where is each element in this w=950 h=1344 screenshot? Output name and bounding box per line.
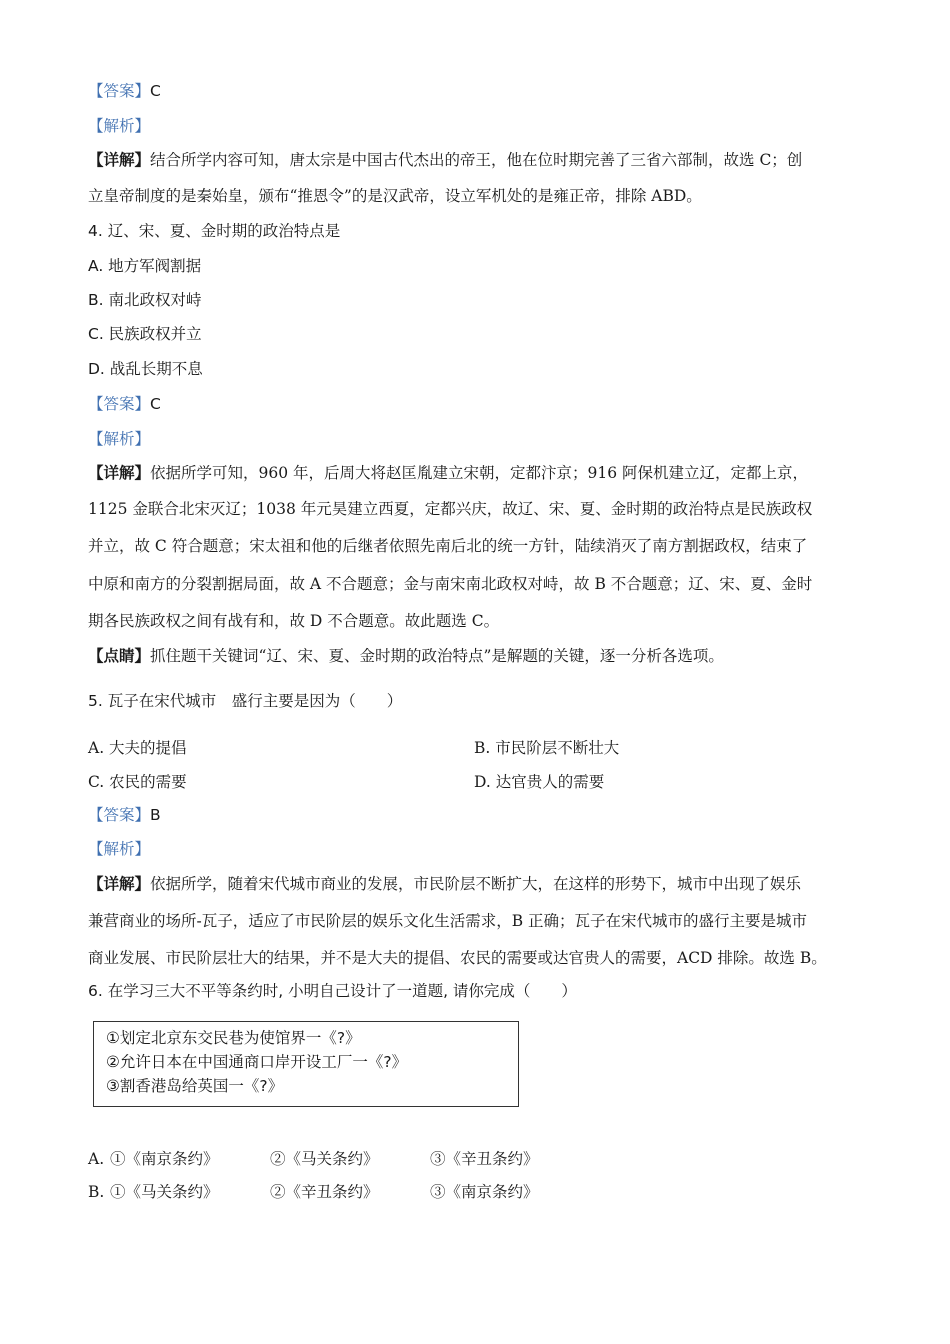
q3-analysis-tag: 【解析】 [88,117,151,135]
answer-tag: 【答案】 [88,82,151,100]
q4-detail-line-3: 并立，故 C 符合题意；宋太祖和他的后继者依照先南后北的统一方针，陆续消灭了南方割据政权，结束了 [88,537,808,555]
q6-option-a-col1: ①《南京条约》 [110,1150,219,1168]
q5-detail-line-1: 【详解】依据所学，随着宋代城市商业的发展，市民阶层不断扩大，在这样的形势下，城市中出现了娱乐 [88,874,802,893]
answer-value: C [150,395,161,413]
q4-detail-line-5: 期各民族政权之间有战有和，故 D 不合题意。故此题选 C。 [88,612,500,630]
q6-option-a-label: A. [88,1150,105,1168]
q5-analysis-tag: 【解析】 [88,840,151,858]
q6-option-b-label: B. [88,1183,105,1201]
q6-box-line-3: ③割香港岛给英国一《?》 [106,1077,284,1095]
detail-tag: 【详解】 [88,874,151,893]
q4-option-d: D. 战乱长期不息 [88,360,203,378]
q5-option-d: D. 达官贵人的需要 [474,773,605,791]
q5-answer-line [88,805,161,825]
q3-detail-line-1: 【详解】结合所学内容可知，唐太宗是中国古代杰出的帝王，他在位时期完善了三省六部制，故选 C；创 [88,150,803,169]
q3-detail-line-2: 立皇帝制度的是秦始皇，颁布“推恩令”的是汉武帝，设立军机处的是雍正帝，排除 ABD。 [88,187,702,205]
answer-tag: 【答案】 [88,806,151,824]
answer-value: C [150,82,161,100]
q6-question-box [93,1021,519,1107]
detail-tag: 【详解】 [88,463,151,482]
q4-answer-line [88,394,161,414]
q4-detail-line-2: 1125 金联合北宋灭辽；1038 年元昊建立西夏，定都兴庆，故辽、宋、夏、金时期的政治特点是民族政权 [88,500,813,518]
q5-option-c: C. 农民的需要 [88,773,187,791]
q6-option-a-col3: ③《辛丑条约》 [430,1150,539,1168]
q6-option-b-col2: ②《辛丑条约》 [270,1183,379,1201]
q5-option-a: A. 大夫的提倡 [88,739,187,757]
q6-box-line-1: ①划定北京东交民巷为使馆界一《?》 [106,1029,361,1047]
q3-answer-line [88,81,161,101]
point-tag: 【点睛】 [88,646,151,665]
q5-detail-line-3: 商业发展、市民阶层壮大的结果，并不是大夫的提倡、农民的需要或达官贵人的需要，ACD 排除。故选 B。 [88,949,827,967]
q4-point-line: 【点睛】抓住题干关键词“辽、宋、夏、金时期的政治特点”是解题的关键，逐一分析各选项。 [88,646,724,665]
q4-analysis-tag: 【解析】 [88,430,151,448]
q6-option-b-col3: ③《南京条约》 [430,1183,539,1201]
q4-detail-line-4: 中原和南方的分裂割据局面，故 A 不合题意；金与南宋南北政权对峙，故 B 不合题意；辽、宋、夏、金时 [88,575,813,593]
q5-stem: 5. 瓦子在宋代城市 盛行主要是因为（ ） [88,692,403,710]
q4-option-a: A. 地方军阀割据 [88,257,202,275]
q6-option-b-col1: ①《马关条约》 [110,1183,219,1201]
q6-stem: 6. 在学习三大不平等条约时, 小明自己设计了一道题, 请你完成（ ） [88,982,577,1000]
q6-box-line-2: ②允许日本在中国通商口岸开设工厂一《?》 [106,1053,408,1071]
q4-detail-line-1: 【详解】依据所学可知，960 年，后周大将赵匡胤建立宋朝，定都汴京；916 阿保机建立辽，定都上京， [88,463,809,482]
answer-value: B [150,806,161,824]
q4-option-b: B. 南北政权对峙 [88,291,202,309]
q4-stem: 4. 辽、宋、夏、金时期的政治特点是 [88,222,341,240]
answer-tag: 【答案】 [88,395,151,413]
q5-detail-line-2: 兼营商业的场所-瓦子，适应了市民阶层的娱乐文化生活需求，B 正确；瓦子在宋代城市的盛行主要是城市 [88,912,808,930]
q5-option-b: B. 市民阶层不断壮大 [474,739,620,757]
detail-tag: 【详解】 [88,150,151,169]
q6-option-a-col2: ②《马关条约》 [270,1150,379,1168]
q4-option-c: C. 民族政权并立 [88,325,202,343]
